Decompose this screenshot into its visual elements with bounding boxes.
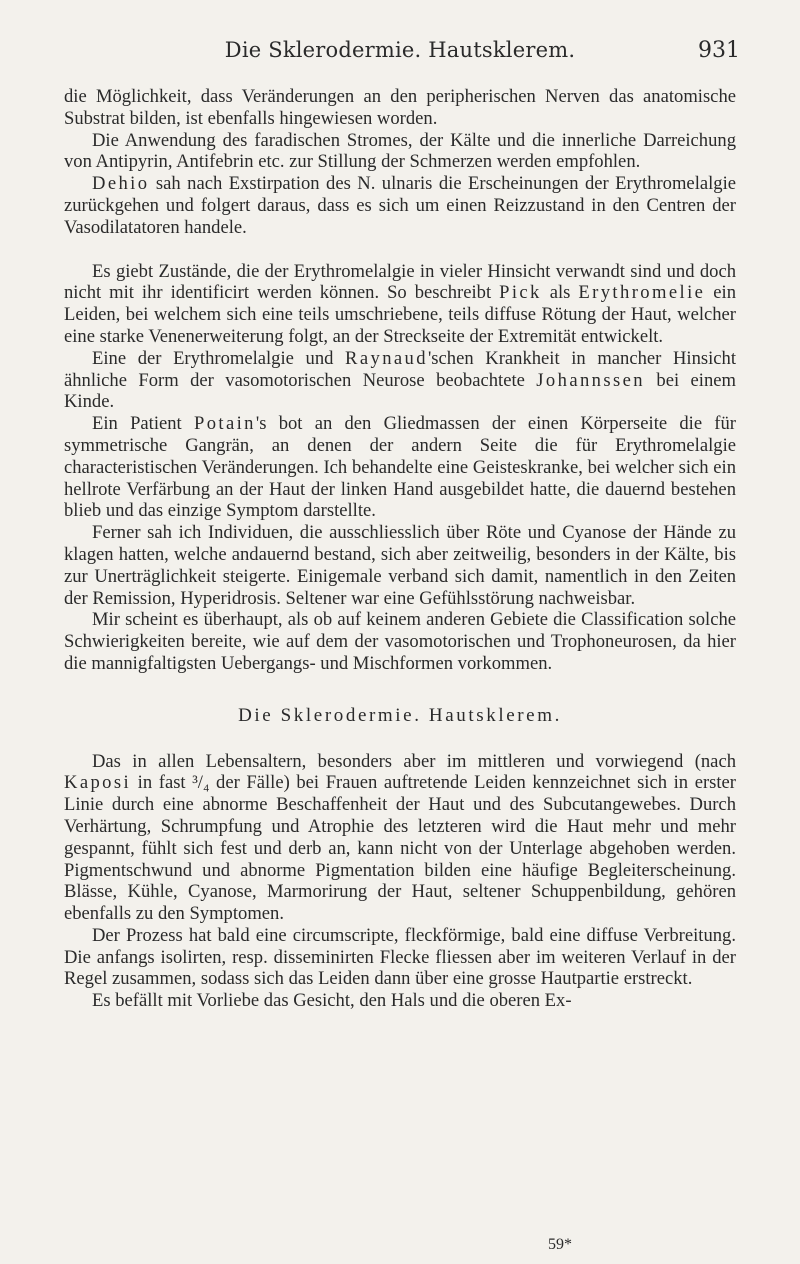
paragraph-text: Die Anwendung des faradischen Stromes, der Kälte und die innerliche Darreichung von Antipyrin, Antifebrin etc. zur Stillung der Schmerzen werden empfohlen.: [64, 129, 736, 173]
section-heading: Die Sklerodermie. Hautsklerem.: [238, 704, 562, 726]
author-name: Pick: [499, 282, 542, 304]
paragraph-text: in fast ³/₄ der Fälle) bei Frauen auftretende Leiden kennzeichnet sich in erster Linie durch eine abnorme Beschaffenheit der Haut und des Subcutangewebes. Durch Verhärtung, Schrumpfung und Atrophie des letzteren wird die Haut mehr und mehr gespannt, fühlt sich fest und derb an, kann nicht von der Unterlage abgehoben werden. Pigmentschwund und abnorme Pigmentation bilden eine häufige Begleiterscheinung. Blässe, Kühle, Cyanose, Marmorirung der Haut, seltener Schuppenbildung, gehören ebenfalls zu den Symptomen.: [64, 772, 736, 925]
paragraph-text: bei einem Kinde.: [64, 369, 736, 413]
paragraph-text: ein Leiden, bei welchem sich eine teils umschriebene, teils diffuse Rötung der Haut, welcher eine starke Venenerweiterung folgt, an der Streckseite der Extremität entwickelt.: [64, 282, 736, 347]
running-title: Die Sklerodermie. Hautsklerem.: [224, 38, 576, 62]
paragraph-text: 's bot an den Gliedmassen der einen Körperseite die für symmetrische Gangrän, an denen der andern Seite die für Erythromelalgie characteristischen Veränderungen. Ich behandelte eine Geisteskranke, bei welcher sich ein hellrote Verfärbung an der Haut der linken Hand ausgebildet hatte, die dauernd bestehen blieb und das einzige Symptom darstellte.: [64, 413, 736, 522]
paragraph: [64, 990, 736, 1012]
page-number: 931: [698, 38, 740, 63]
paragraph-text: die Möglichkeit, dass Veränderungen an den peripherischen Nerven das anatomische Substrat bilden, ist ebenfalls hingewiesen worden.: [64, 86, 736, 129]
paragraph: [64, 413, 736, 522]
paragraph-text: sah nach Exstirpation des N. ulnaris die Erscheinungen der Erythromelalgie zurückgehen und folgert daraus, dass es sich um einen Reizzustand in den Centren der Vasodilatatoren handele.: [64, 173, 736, 238]
author-name: Potain: [193, 413, 256, 435]
signature-mark: 59*: [548, 1236, 572, 1253]
paragraph-text: 'schen Krankheit in mancher Hinsicht ähnliche Form der vasomotorischen Neurose beobachtete: [64, 347, 736, 391]
paragraph-text: Mir scheint es überhaupt, als ob auf keinem anderen Gebiete die Classification solche Schwierigkeiten bereite, wie auf dem der vasomotorischen und Trophoneurosen, da hier die mannigfaltigsten Uebergangs- und Mischformen vorkommen.: [64, 609, 736, 674]
paragraph-text: Es giebt Zustände, die der Erythromelalgie in vieler Hinsicht verwandt sind und doch nicht mit ihr identificirt werden können. So beschreibt: [64, 260, 736, 304]
author-name: Raynaud: [345, 347, 428, 369]
paragraph: [64, 130, 736, 174]
paragraph-text: Eine der Erythromelalgie und: [92, 347, 346, 369]
paragraph: [64, 925, 736, 990]
paragraph: [64, 348, 736, 413]
body-text: [64, 86, 736, 1012]
paragraph: [64, 522, 736, 609]
paragraph-text: Ein Patient: [92, 413, 194, 435]
running-head: [0, 38, 800, 68]
paragraph: [64, 86, 736, 130]
term-emphasis: Erythromelie: [578, 282, 706, 304]
paragraph: [64, 173, 736, 238]
author-name: Dehio: [92, 173, 150, 195]
author-name: Kaposi: [64, 772, 132, 794]
paragraph-text: Es befällt mit Vorliebe das Gesicht, den Hals und die oberen Ex-: [92, 990, 572, 1012]
paragraph: [64, 609, 736, 674]
paragraph-text: als: [541, 282, 579, 304]
paragraph-text: Das in allen Lebensaltern, besonders aber im mittleren und vorwiegend (nach: [92, 750, 736, 772]
author-name: Johannssen: [536, 369, 645, 391]
paragraph: [64, 261, 736, 348]
paragraph-text: Ferner sah ich Individuen, die ausschliesslich über Röte und Cyanose der Hände zu klagen hatten, welche andauernd bestand, sich aber zeitweilig, besonders in der Kälte, bis zur Unerträglichkeit steigerte. Einigemale verband sich damit, namentlich in den Zeiten der Remission, Hyperidrosis. Seltener war eine Gefühlsstörung nachweisbar.: [64, 522, 736, 609]
paragraph: [64, 751, 736, 925]
paragraph-text: Der Prozess hat bald eine circumscripte, fleckförmige, bald eine diffuse Verbreitung. Die anfangs isolirten, resp. disseminirten Flecke fliessen aber im weiteren Verlauf in der Regel zusammen, sodass sich das Leiden dann über eine grosse Hautpartie erstreckt.: [64, 924, 736, 990]
